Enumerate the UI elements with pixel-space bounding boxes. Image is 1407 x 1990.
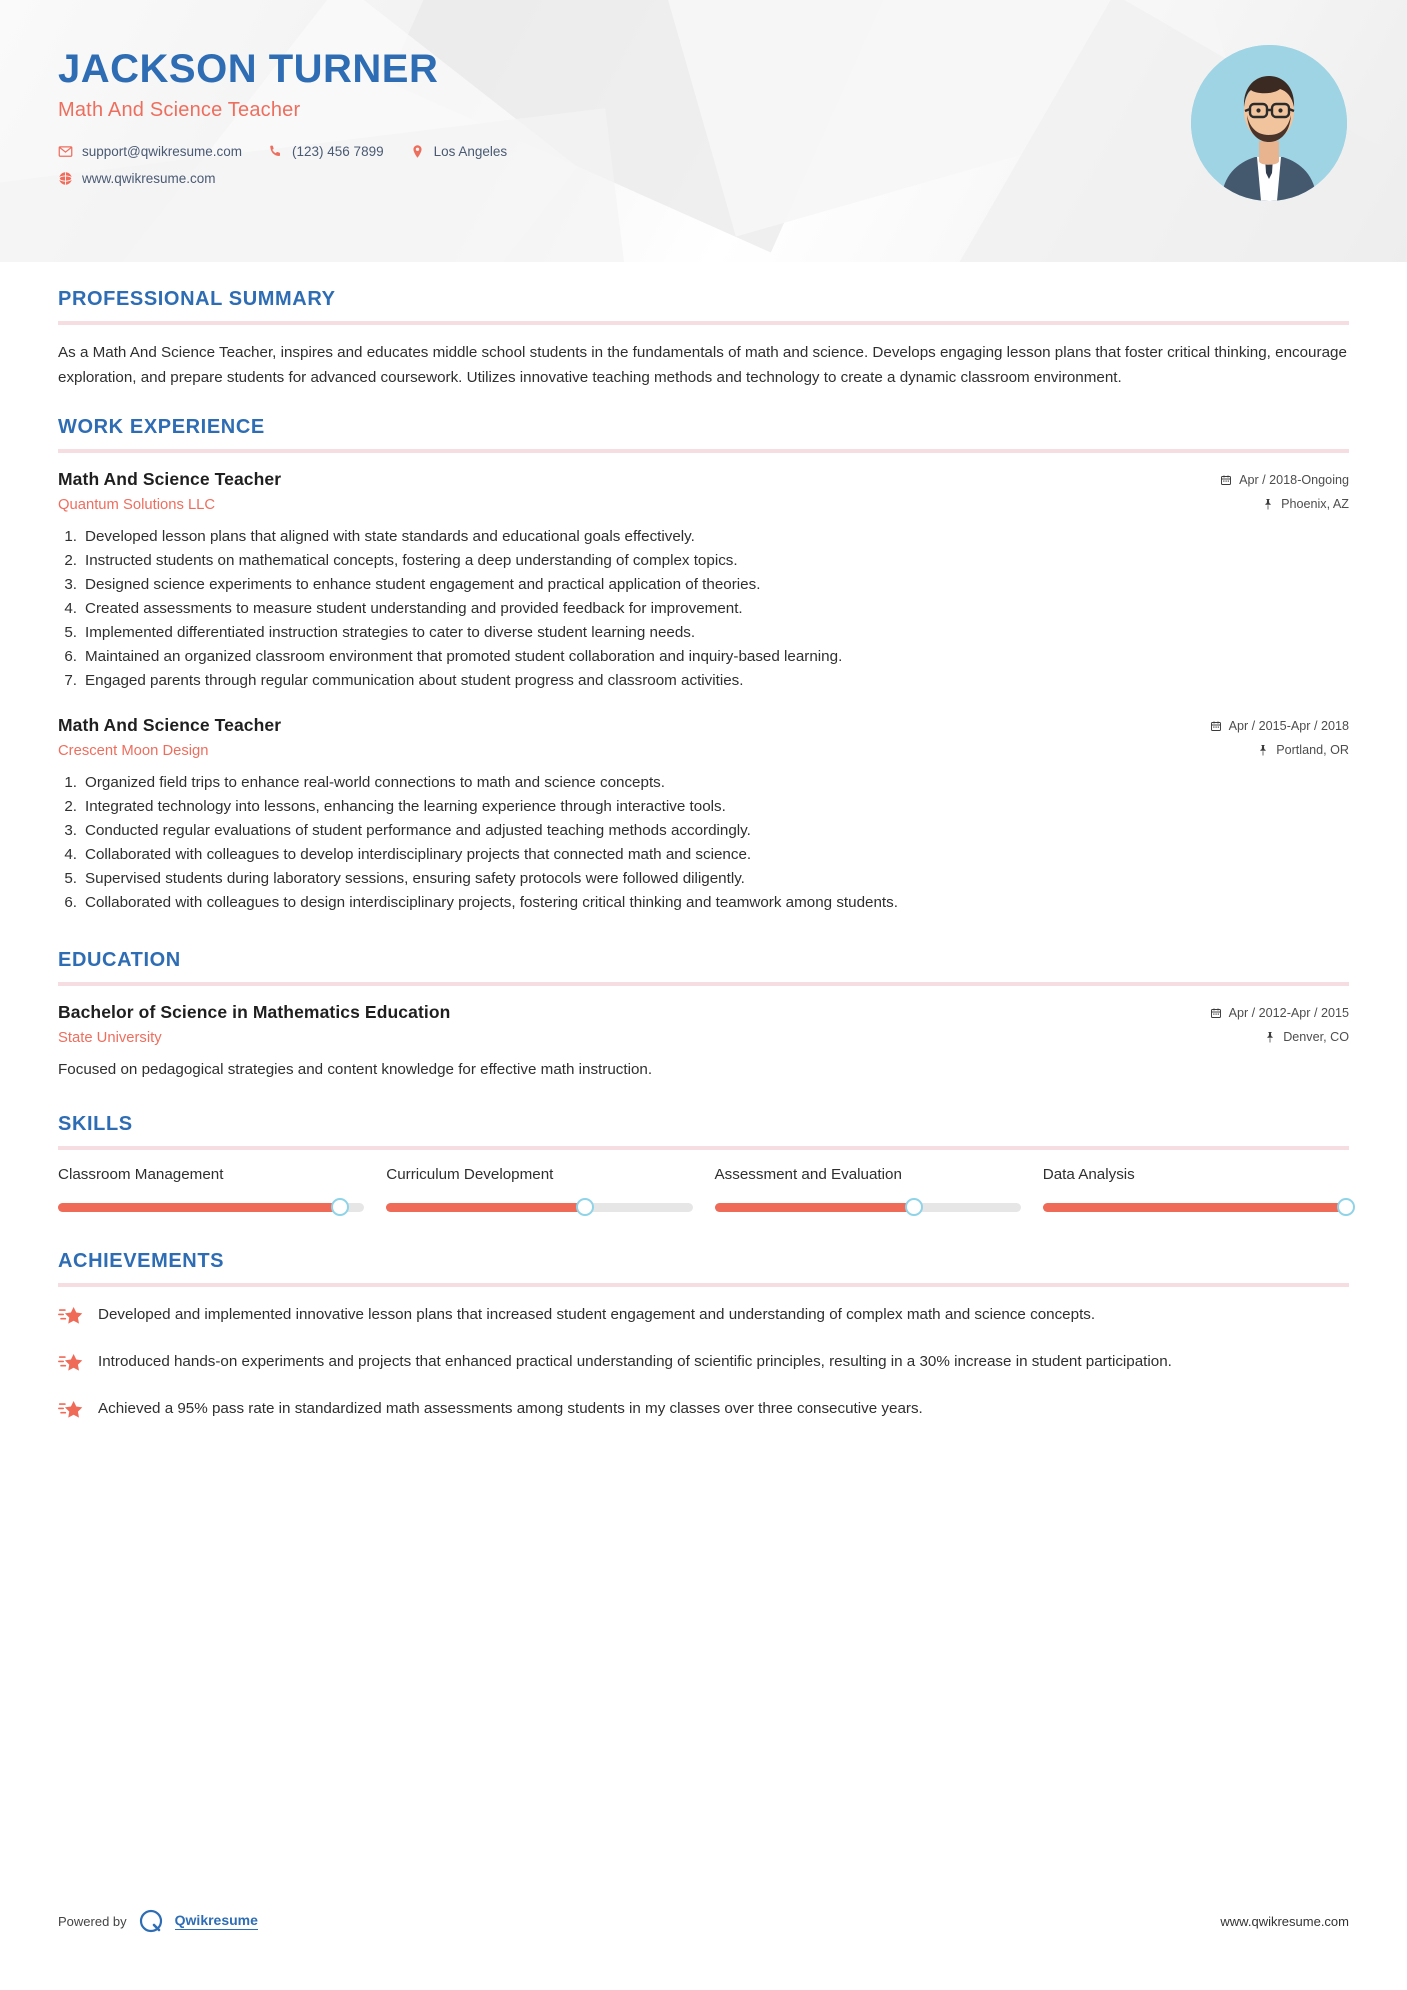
skill-item — [386, 1166, 692, 1212]
bullet-text: Conducted regular evaluations of student performance and adjusted teaching methods accordingly. — [85, 822, 751, 840]
job-title: Math And Science Teacher — [58, 469, 282, 490]
entry-main — [58, 1002, 1210, 1046]
achievement-text: Introduced hands-on experiments and projects that enhanced practical understanding of scientific principles, resulting in a 30% increase in student participation. — [98, 1352, 1172, 1370]
footer-brand-name[interactable]: Qwikresume — [174, 1912, 258, 1928]
achievement-text: Developed and implemented innovative lesson plans that increased student engagement and understanding of complex math and science concepts. — [98, 1305, 1096, 1323]
section-work-experience — [58, 416, 1349, 915]
entry-header — [58, 1002, 1349, 1046]
responsibility-item — [58, 645, 1349, 669]
skill-level-fill — [386, 1203, 585, 1212]
entry-meta — [1210, 1002, 1349, 1044]
responsibility-item — [58, 525, 1349, 549]
skill-level-knob[interactable] — [905, 1198, 923, 1216]
map-pin-icon — [1264, 1031, 1276, 1043]
bullet-number: 3. — [64, 822, 77, 840]
achievement-text: Achieved a 95% pass rate in standardized math assessments among students in my classes over three consecutive years. — [98, 1399, 923, 1417]
section-divider — [58, 1283, 1349, 1287]
responsibility-list — [58, 525, 1349, 693]
calendar-icon — [1210, 720, 1222, 732]
responsibility-item — [58, 597, 1349, 621]
contact-phone-value: (123) 456 7899 — [292, 144, 384, 159]
bullet-number: 6. — [64, 648, 77, 666]
job-location-value: Portland, OR — [1276, 743, 1349, 758]
education-title: Bachelor of Science in Mathematics Education — [58, 1002, 451, 1023]
resume-header — [0, 0, 1407, 262]
skill-name: Classroom Management — [58, 1165, 224, 1183]
location-pin-icon — [410, 144, 425, 159]
bullet-number: 2. — [64, 552, 77, 570]
skill-level-fill — [58, 1203, 340, 1212]
bullet-text: Created assessments to measure student understanding and provided feedback for improvement. — [85, 600, 743, 618]
entry-header — [58, 715, 1349, 759]
section-title-summary: PROFESSIONAL SUMMARY — [58, 288, 336, 310]
section-divider — [58, 1146, 1349, 1150]
contact-row-secondary — [58, 171, 1359, 186]
section-title-work: WORK EXPERIENCE — [58, 416, 265, 439]
section-divider — [58, 982, 1349, 986]
section-professional-summary — [58, 288, 1349, 390]
bullet-number: 4. — [64, 846, 77, 864]
section-divider — [58, 449, 1349, 453]
qwikresume-logo-icon — [138, 1908, 164, 1934]
star-icon — [58, 1398, 84, 1424]
bullet-number: 4. — [64, 600, 77, 618]
responsibility-item — [58, 891, 1349, 915]
avatar — [1191, 45, 1347, 201]
section-achievements — [58, 1250, 1349, 1424]
responsibility-item — [58, 621, 1349, 645]
section-title-achievements: ACHIEVEMENTS — [58, 1249, 225, 1272]
responsibility-item — [58, 573, 1349, 597]
job-date — [1210, 719, 1349, 733]
candidate-name: JACKSON TURNER — [58, 47, 439, 91]
candidate-job-title: Math And Science Teacher — [58, 99, 301, 121]
job-organization: Quantum Solutions LLC — [58, 497, 216, 514]
bullet-text: Developed lesson plans that aligned with state standards and educational goals effectively. — [85, 528, 695, 546]
responsibility-item — [58, 819, 1349, 843]
section-divider — [58, 321, 1349, 325]
education-entry — [58, 1002, 1349, 1082]
contact-email-value: support@qwikresume.com — [82, 144, 243, 159]
contact-phone[interactable] — [268, 144, 384, 159]
skill-level-fill — [715, 1203, 914, 1212]
skill-item — [58, 1166, 364, 1212]
section-education — [58, 949, 1349, 1082]
education-entry-list — [58, 1002, 1349, 1082]
summary-text: As a Math And Science Teacher, inspires and educates middle school students in the fundamentals of math and science. Develops engaging lesson plans that foster critical thinking, encourage exploration, and prepare students for advanced coursework. Utilizes innovative teaching methods and technology to create a dynamic classroom environment. — [58, 344, 1347, 386]
bullet-number: 5. — [64, 624, 77, 642]
skill-level-knob[interactable] — [1337, 1198, 1355, 1216]
education-description: Focused on pedagogical strategies and content knowledge for effective math instruction. — [58, 1061, 653, 1079]
bullet-number: 5. — [64, 870, 77, 888]
section-skills — [58, 1113, 1349, 1212]
bullet-text: Collaborated with colleagues to design interdisciplinary projects, fostering critical thinking and teamwork among students. — [85, 894, 898, 912]
achievement-item — [58, 1397, 1349, 1424]
phone-icon — [268, 144, 283, 159]
bullet-text: Integrated technology into lessons, enhancing the learning experience through interactive tools. — [85, 798, 726, 816]
calendar-icon — [1210, 1007, 1222, 1019]
skill-level-bar[interactable] — [58, 1203, 364, 1212]
entry-header — [58, 469, 1349, 513]
responsibility-item — [58, 795, 1349, 819]
bullet-text: Instructed students on mathematical concepts, fostering a deep understanding of complex topics. — [85, 552, 738, 570]
resume-footer — [58, 1908, 1349, 1934]
skill-level-bar[interactable] — [1043, 1203, 1349, 1212]
bullet-number: 1. — [64, 528, 77, 546]
skill-level-knob[interactable] — [576, 1198, 594, 1216]
bullet-text: Maintained an organized classroom environment that promoted student collaboration and inquiry-based learning. — [85, 648, 843, 666]
map-pin-icon — [1262, 498, 1274, 510]
skill-item — [1043, 1166, 1349, 1212]
education-location — [1210, 1030, 1349, 1044]
bullet-text: Organized field trips to enhance real-world connections to math and science concepts. — [85, 774, 665, 792]
responsibility-list — [58, 771, 1349, 915]
envelope-icon — [58, 144, 73, 159]
job-location — [1220, 497, 1349, 511]
skill-name: Data Analysis — [1042, 1165, 1135, 1183]
star-icon — [58, 1304, 84, 1330]
skill-name: Curriculum Development — [386, 1165, 554, 1183]
job-date — [1220, 473, 1349, 487]
skill-level-fill — [1043, 1203, 1346, 1212]
globe-icon — [58, 171, 73, 186]
responsibility-item — [58, 549, 1349, 573]
bullet-text: Collaborated with colleagues to develop interdisciplinary projects that connected math and science. — [85, 846, 752, 864]
map-pin-icon — [1257, 744, 1269, 756]
footer-powered-by-label: Powered by — [58, 1913, 127, 1929]
skill-level-knob[interactable] — [331, 1198, 349, 1216]
job-date-value: Apr / 2018-Ongoing — [1239, 473, 1349, 488]
contact-row-primary — [58, 144, 1359, 159]
education-date-value: Apr / 2012-Apr / 2015 — [1228, 1006, 1349, 1021]
entry-meta — [1210, 715, 1349, 757]
work-entry-list — [58, 469, 1349, 915]
education-location-value: Denver, CO — [1283, 1030, 1349, 1045]
entry-meta — [1220, 469, 1349, 511]
skill-level-bar[interactable] — [715, 1203, 1021, 1212]
contact-email[interactable] — [58, 144, 242, 159]
section-title-skills: SKILLS — [58, 1112, 133, 1135]
achievement-list — [58, 1303, 1349, 1424]
job-entry — [58, 469, 1349, 693]
job-entry — [58, 715, 1349, 915]
contact-website-value: www.qwikresume.com — [82, 171, 216, 186]
skill-name: Assessment and Evaluation — [714, 1165, 902, 1183]
bullet-number: 3. — [64, 576, 77, 594]
star-icon — [58, 1351, 84, 1377]
entry-main — [58, 469, 1220, 513]
achievement-item — [58, 1350, 1349, 1377]
bullet-number: 7. — [64, 672, 77, 690]
job-organization: Crescent Moon Design — [58, 743, 209, 760]
bullet-text: Engaged parents through regular communication about student progress and classroom activities. — [85, 672, 744, 690]
footer-branding — [58, 1908, 258, 1934]
responsibility-item — [58, 843, 1349, 867]
skill-level-bar[interactable] — [386, 1203, 692, 1212]
achievement-item — [58, 1303, 1349, 1330]
skills-grid — [58, 1166, 1349, 1212]
contact-website[interactable] — [58, 171, 216, 186]
education-date — [1210, 1006, 1349, 1020]
bullet-text: Supervised students during laboratory sessions, ensuring safety protocols were followed diligently. — [85, 870, 745, 888]
contact-location — [410, 144, 508, 159]
responsibility-item — [58, 669, 1349, 693]
bullet-number: 2. — [64, 798, 77, 816]
job-location — [1210, 743, 1349, 757]
entry-main — [58, 715, 1210, 759]
job-date-value: Apr / 2015-Apr / 2018 — [1228, 719, 1349, 734]
responsibility-item — [58, 771, 1349, 795]
education-organization: State University — [58, 1030, 162, 1047]
job-title: Math And Science Teacher — [58, 715, 282, 736]
section-title-education: EDUCATION — [58, 949, 181, 972]
job-location-value: Phoenix, AZ — [1281, 497, 1349, 512]
skill-item — [715, 1166, 1021, 1212]
bullet-text: Implemented differentiated instruction strategies to cater to diverse student learning needs. — [85, 624, 696, 642]
bullet-number: 6. — [64, 894, 77, 912]
contact-location-value: Los Angeles — [433, 144, 508, 159]
bullet-text: Designed science experiments to enhance student engagement and practical application of theories. — [85, 576, 761, 594]
footer-website[interactable]: www.qwikresume.com — [1220, 1913, 1349, 1929]
bullet-number: 1. — [64, 774, 77, 792]
calendar-icon — [1220, 474, 1232, 486]
responsibility-item — [58, 867, 1349, 891]
